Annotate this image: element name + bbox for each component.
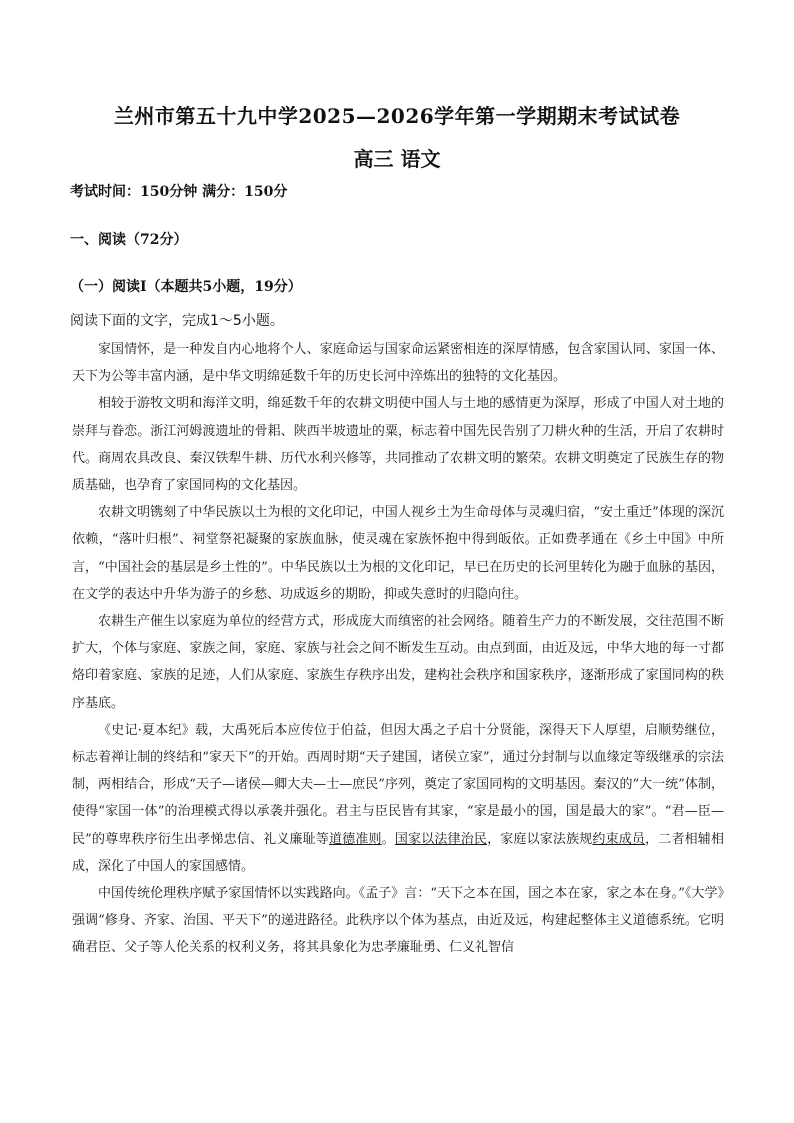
reading-instruction: 阅读下面的文字，完成1～5小题。 — [70, 313, 284, 329]
reading-passage — [72, 336, 724, 962]
passage-paragraph-6: 中国传统伦理秩序赋予家国情怀以实践路向。《孟子》言：“天下之本在国，国之本在家，家之本在身。”《大学》强调“修身、齐家、治国、平天下”的递进路径。此秩序以个体为基点，由近及远，构建起整体主义道德系统。它明确君臣、父子等人伦关系的权利义务，将其具象化为忠孝廉耻勇、仁义礼智信 — [72, 886, 724, 956]
underlined-phrase-state-law: 国家以法律治民 — [394, 831, 488, 847]
paragraph-5-text-a: 《史记·夏本纪》载，大禹死后本应传位于伯益，但因大禹之子启十分贤能，深得天下人厚望，启顺势继位，标志着禅让制的终结和“家天下”的开始。西周时期“天子建国，诸侯立家”，通过分封制与以血缘定等级继承的宗法制，两相结合，形成“天子—诸侯—卿大夫—士—庶民”序列，奠定了家国同构的文明基因。秦汉的“大一统”体制，使得“家国一体”的治理模式得以承袭并强化。君主与臣民皆有其家，“家是最小的国，国是最大的家”。“君—臣—民”的尊卑秩序衍生出孝悌忠信、礼义廉耻等 — [72, 722, 724, 847]
exam-subtitle: 高三 语文 — [353, 147, 441, 171]
paragraph-5-text-c: ，家庭以家法族规 — [487, 831, 593, 847]
underlined-phrase-restrain-members: 约束成员 — [592, 831, 646, 847]
passage-paragraph-1: 家国情怀，是一种发自内心地将个人、家庭命运与国家命运紧密相连的深厚情感，包含家国认同、家国一体、天下为公等丰富内涵，是中华文明绵延数千年的历史长河中淬炼出的独特的文化基因。 — [72, 342, 724, 385]
section-heading: 一、阅读（72分） — [70, 232, 188, 248]
paragraph-5-text-b: 。 — [381, 831, 395, 847]
exam-title: 兰州市第五十九中学2025—2026学年第一学期期末考试试卷 — [113, 104, 681, 128]
exam-info: 考试时间：150分钟 满分：150分 — [70, 184, 288, 200]
passage-paragraph-4: 农耕生产催生以家庭为单位的经营方式，形成庞大而缜密的社会网络。随着生产力的不断发展，交往范围不断扩大，个体与家庭、家族之间，家庭、家族与社会之间不断发生互动。由点到面，由近及远，中华大地的每一寸都烙印着家庭、家族的足迹，人们从家庭、家族生存秩序出发，建构社会秩序和国家秩序，逐渐形成了家国同构的秩序基底。 — [72, 614, 724, 711]
sub-section-heading: （一）阅读Ⅰ（本题共5小题，19分） — [70, 279, 302, 295]
underlined-phrase-moral-code: 道德准则 — [329, 831, 382, 847]
passage-paragraph-3: 农耕文明镌刻了中华民族以土为根的文化印记，中国人视乡土为生命母体与灵魂归宿，“安土重迁”体现的深沉依赖，“落叶归根”、祠堂祭祀凝聚的家族血脉，使灵魂在家族怀抱中得到皈依。正如费孝通在《乡土中国》中所言，“中国社会的基层是乡土性的”。中华民族以土为根的文化印记，早已在历史的长河里转化为融于血脉的基因，在文学的表达中升华为游子的乡愁、功成返乡的期盼，抑或失意时的归隐向往。 — [72, 505, 724, 602]
paragraph-5-text-d: ，二者相辅相成，深化了中国人的家国感情。 — [72, 831, 724, 874]
passage-paragraph-5 — [72, 717, 724, 880]
passage-paragraph-2: 相较于游牧文明和海洋文明，绵延数千年的农耕文明使中国人与土地的感情更为深厚，形成了中国人对土地的崇拜与眷恋。浙江河姆渡遗址的骨耜、陕西半坡遗址的粟，标志着中国先民告别了刀耕火种的生活，开启了农耕时代。商周农具改良、秦汉铁犁牛耕、历代水利兴修等，共同推动了农耕文明的繁荣。农耕文明奠定了民族生存的物质基础，也孕育了家国同构的文化基因。 — [72, 396, 724, 494]
